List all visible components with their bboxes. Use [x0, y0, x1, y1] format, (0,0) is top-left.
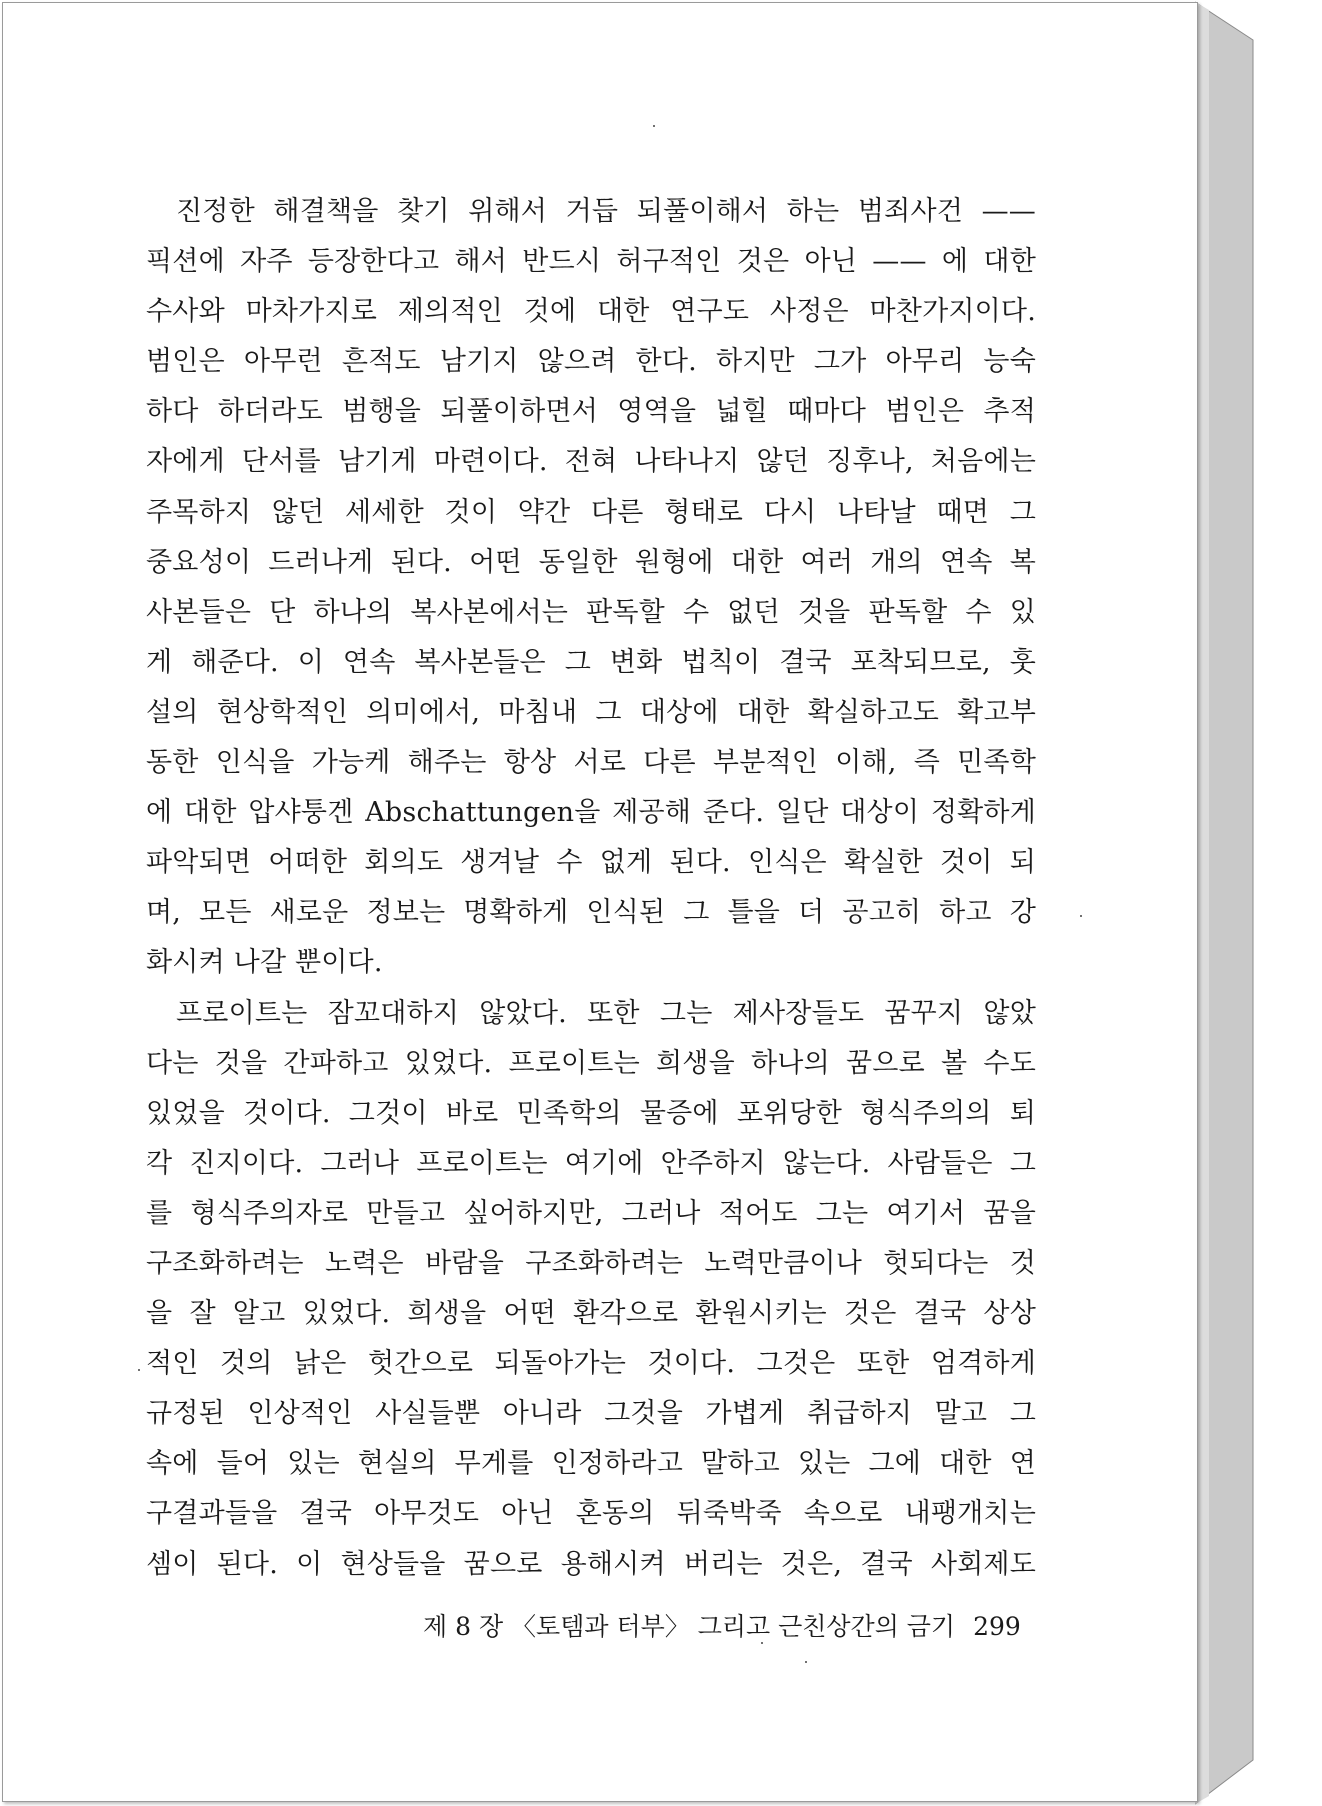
- text-line: 설의 현상학적인 의미에서, 마침내 그 대상에 대한 확실하고도 확고부: [146, 696, 1036, 728]
- paragraph: [146, 989, 1036, 1590]
- text-line: 속에 들어 있는 현실의 무게를 인정하라고 말하고 있는 그에 대한 연: [146, 1448, 1036, 1480]
- text-line: 하다 하더라도 범행을 되풀이하면서 영역을 넓힐 때마다 범인은 추적: [146, 396, 1036, 428]
- text-line: 규정된 인상적인 사실들뿐 아니라 그것을 가볍게 취급하지 말고 그: [146, 1398, 1036, 1430]
- text-line: 각 진지이다. 그러나 프로이트는 여기에 안주하지 않는다. 사람들은 그: [146, 1147, 1036, 1179]
- page-number: 299: [973, 1612, 1021, 1641]
- scan-speck: [653, 125, 655, 127]
- text-line: 사본들은 단 하나의 복사본에서는 판독할 수 없던 것을 판독할 수 있: [146, 596, 1036, 628]
- text-line: 진정한 해결책을 찾기 위해서 거듭 되풀이해서 하는 범죄사건 ——: [176, 196, 1036, 227]
- text-line: 동한 인식을 가능케 해주는 항상 서로 다른 부분적인 이해, 즉 민족학: [146, 747, 1036, 779]
- text-line: 범인은 아무런 흔적도 남기지 않으려 한다. 하지만 그가 아무리 능숙: [146, 346, 1036, 378]
- text-line: 며, 모든 새로운 정보는 명확하게 인식된 그 틀을 더 공고히 하고 강: [146, 897, 1036, 929]
- text-line: 주목하지 않던 세세한 것이 약간 다른 형태로 다시 나타날 때면 그: [146, 496, 1036, 528]
- book-edge: [1195, 0, 1255, 1806]
- text-line: 있었을 것이다. 그것이 바로 민족학의 물증에 포위당한 형식주의의 퇴: [146, 1097, 1036, 1129]
- text-line: 셈이 된다. 이 현상들을 꿈으로 용해시켜 버리는 것은, 결국 사회제도: [146, 1548, 1036, 1580]
- text-line: 게 해준다. 이 연속 복사본들은 그 변화 법칙이 결국 포착되므로, 훗: [146, 646, 1036, 678]
- text-line: 다는 것을 간파하고 있었다. 프로이트는 희생을 하나의 꿈으로 볼 수도: [146, 1047, 1036, 1079]
- body-text: [146, 187, 1036, 1590]
- text-line: 화시켜 나갈 뿐이다.: [146, 947, 383, 979]
- text-line: 를 형식주의자로 만들고 싶어하지만, 그러나 적어도 그는 여기서 꿈을: [146, 1197, 1036, 1229]
- scan-speck: [138, 1369, 140, 1371]
- text-line: 자에게 단서를 남기게 마련이다. 전혀 나타나지 않던 징후나, 처음에는: [146, 446, 1036, 478]
- scan-speck: [1080, 915, 1082, 917]
- text-line: 에 대한 압샤퉁겐 Abschattungen을 제공해 준다. 일단 대상이 정확하게: [146, 797, 1036, 829]
- running-footer-chapter: 제 8 장 〈토템과 터부〉 그리고 근친상간의 금기: [423, 1612, 956, 1641]
- text-line: 수사와 마차가지로 제의적인 것에 대한 연구도 사정은 마찬가지이다.: [146, 296, 1036, 328]
- text-line: 을 잘 알고 있었다. 희생을 어떤 환각으로 환원시키는 것은 결국 상상: [146, 1298, 1036, 1330]
- text-line: 중요성이 드러나게 된다. 어떤 동일한 원형에 대한 여러 개의 연속 복: [146, 546, 1036, 578]
- text-line: 프로이트는 잠꼬대하지 않았다. 또한 그는 제사장들도 꿈꾸지 않았: [176, 997, 1036, 1029]
- text-line: 구결과들을 결국 아무것도 아닌 혼동의 뒤죽박죽 속으로 내팽개치는: [146, 1498, 1036, 1530]
- text-line: 파악되면 어떠한 회의도 생겨날 수 없게 된다. 인식은 확실한 것이 되: [146, 847, 1036, 879]
- page-footer: [423, 1607, 1023, 1643]
- text-line: 구조화하려는 노력은 바람을 구조화하려는 노력만큼이나 헛되다는 것: [146, 1247, 1036, 1279]
- paragraph: [146, 187, 1036, 989]
- text-line: 픽션에 자주 등장한다고 해서 반드시 허구적인 것은 아닌 —— 에 대한: [146, 246, 1036, 278]
- text-line: 적인 것의 낡은 헛간으로 되돌아가는 것이다. 그것은 또한 엄격하게: [146, 1348, 1036, 1380]
- book-page: [2, 2, 1198, 1802]
- scan-speck: [805, 1661, 807, 1663]
